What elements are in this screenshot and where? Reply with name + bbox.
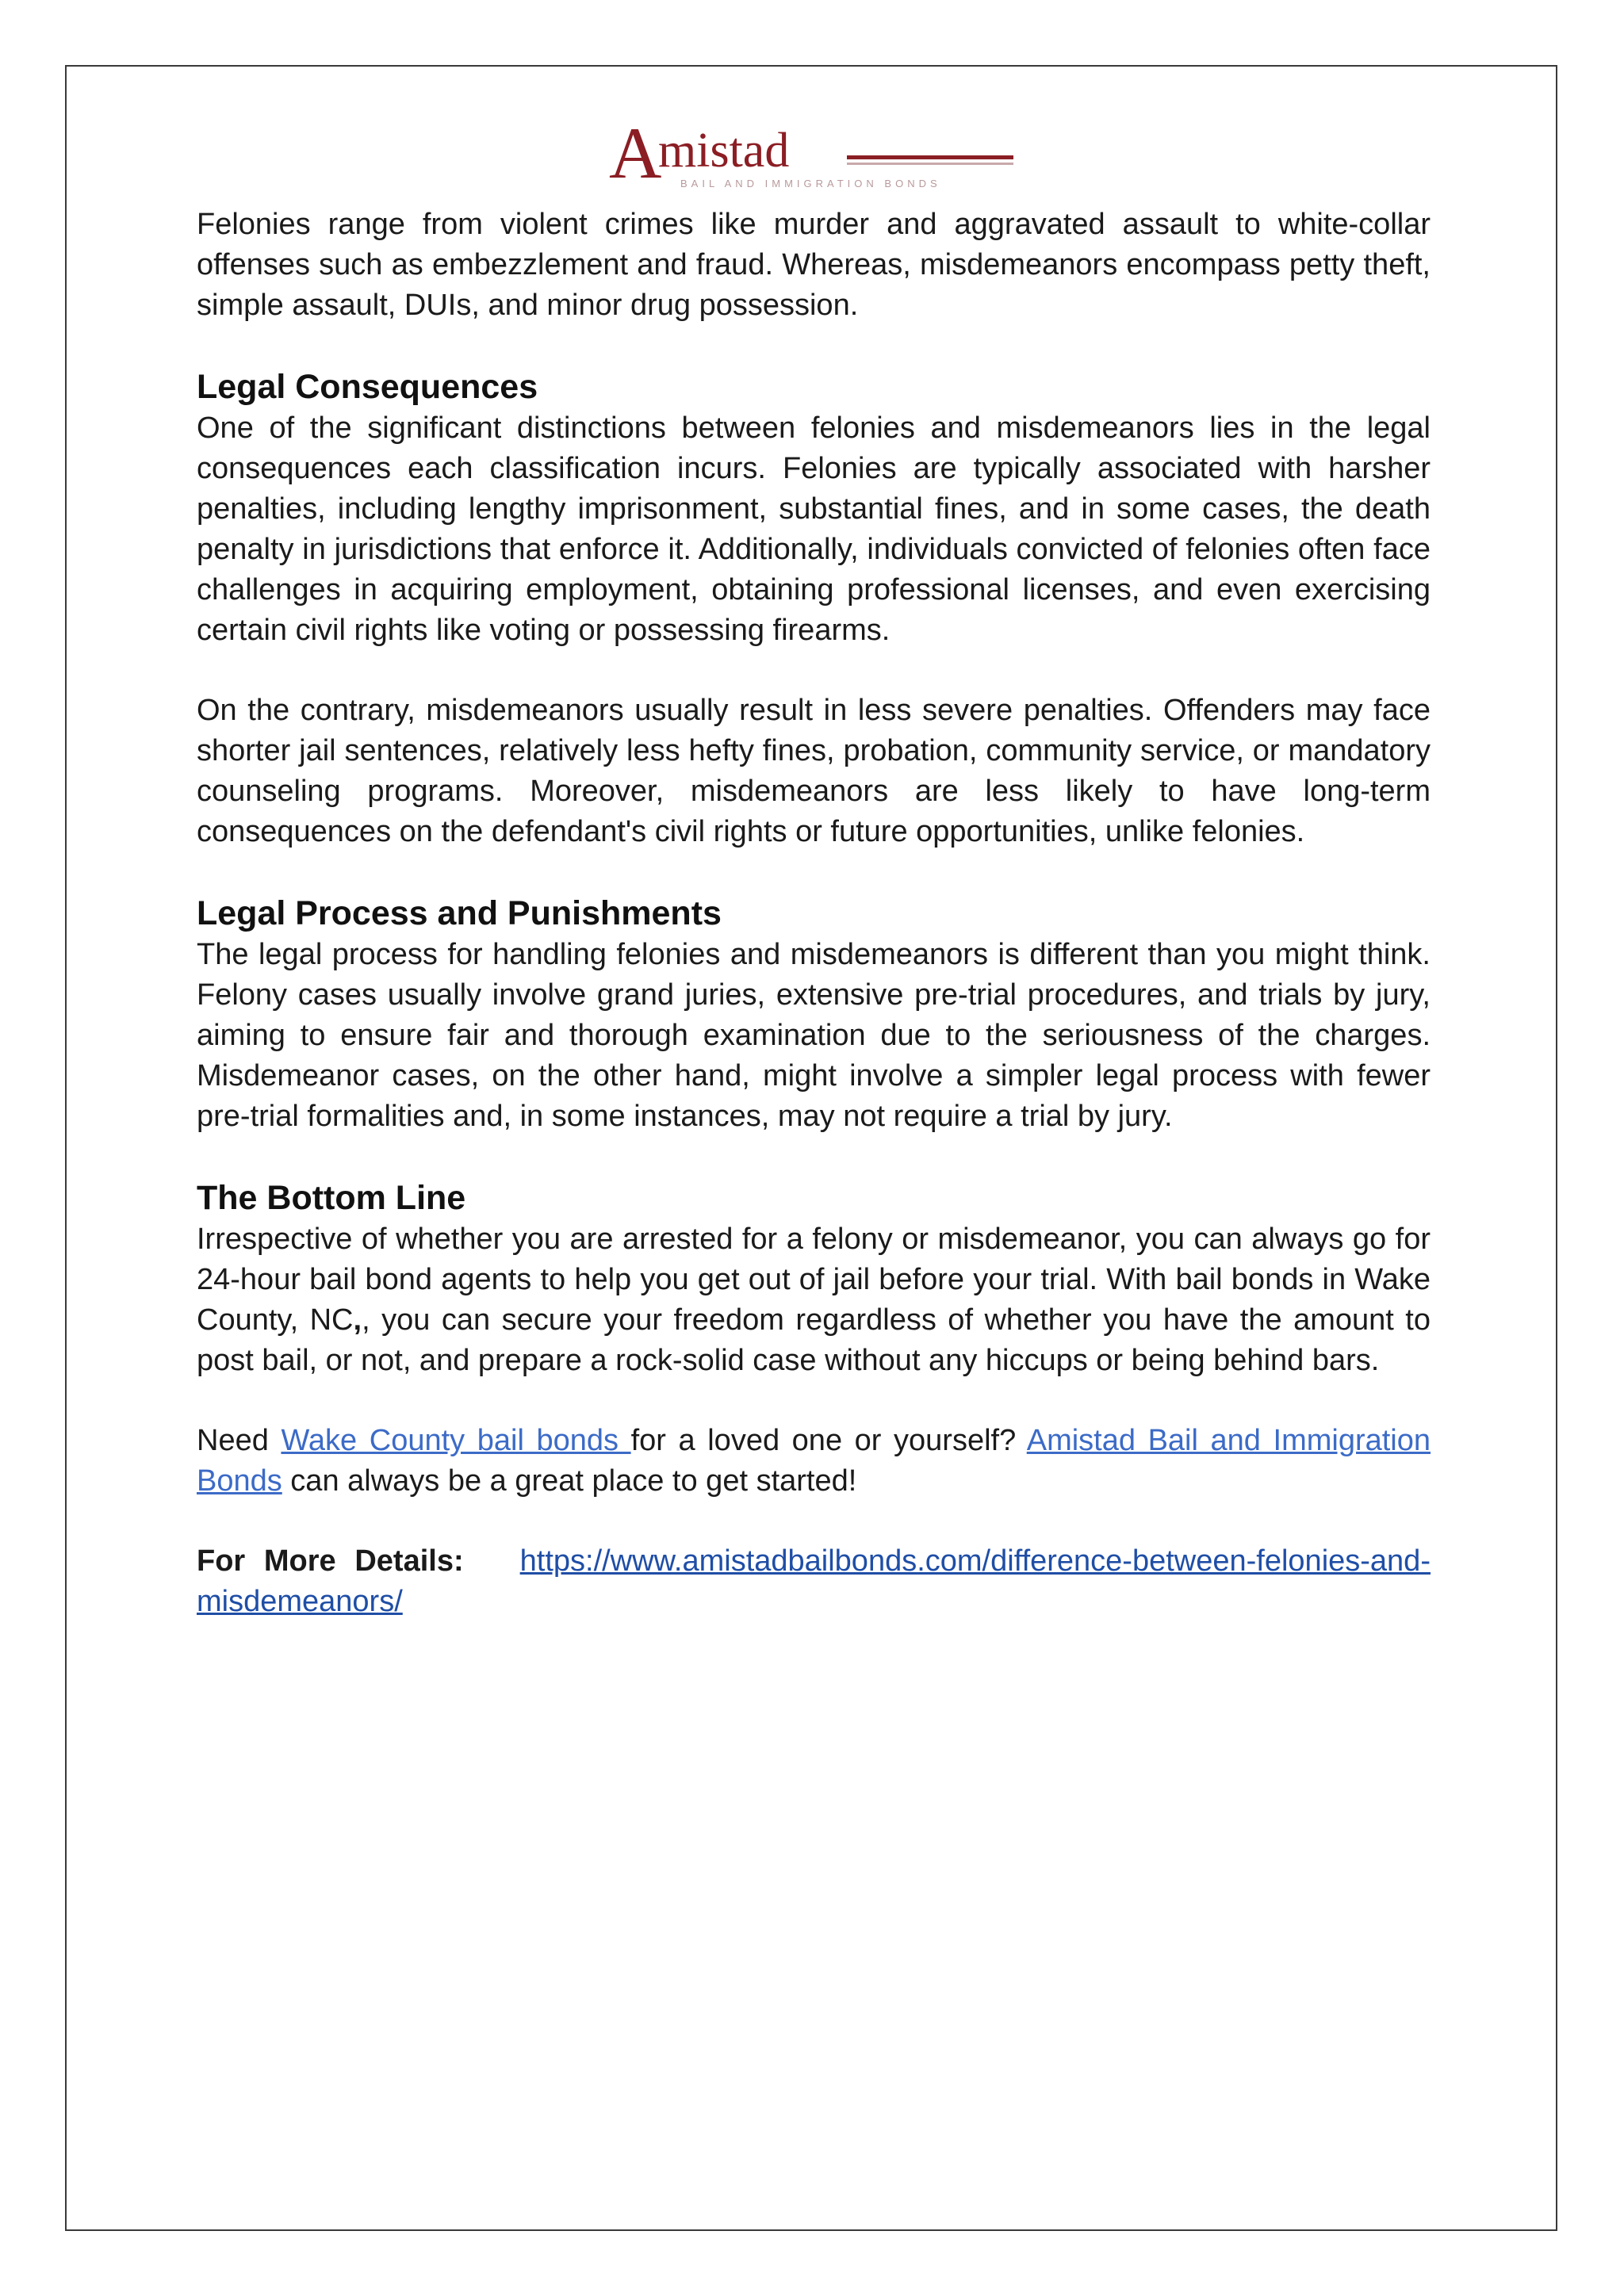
heading-bottom-line: The Bottom Line bbox=[197, 1179, 466, 1217]
legal-process-paragraph: The legal process for handling felonies and misdemeanors is different than you might think. Felony cases usually involve grand juries, extensive pre-trial procedures, and trials by jury, aiming to ensure fair and thorough examination due to the seriousness of the charges. Misdemeanor cases, on the other hand, might involve a simpler legal process with fewer pre-trial formalities and, in some instances, may not require a trial by jury. bbox=[197, 938, 1431, 1133]
document-body bbox=[197, 205, 1431, 1622]
details-url-link[interactable]: https://www.amistadbailbonds.com/difference-between-felonies-and-misdemeanors/ bbox=[197, 1544, 1431, 1618]
intro-paragraph: Felonies range from violent crimes like murder and aggravated assault to white-collar offenses such as embezzlement and fraud. Whereas, misdemeanors encompass petty theft, simple assault, DUIs, and minor drug possession. bbox=[197, 208, 1431, 322]
amistad-logo-graphic bbox=[609, 114, 1013, 193]
details-paragraph bbox=[197, 1541, 1431, 1622]
cta-middle: for a loved one or yourself? bbox=[630, 1424, 1027, 1457]
legal-consequences-paragraph-2: On the contrary, misdemeanors usually result in less severe penalties. Offenders may face shorter jail sentences, relatively less hefty fines, probation, community service, or mandatory counseling programs. Moreover, misdemeanors are less likely to have long-term consequences on the defendant's civil rights or future opportunities, unlike felonies. bbox=[197, 694, 1431, 848]
logo-rule-bottom bbox=[847, 163, 1013, 165]
legal-consequences-paragraph-1: One of the significant distinctions between felonies and misdemeanors lies in the legal consequences each classification incurs. Felonies are typically associated with harsher penalties, including lengthy imprisonment, substantial fines, and in some cases, the death penalty in jurisdictions that enforce it. Additionally, individuals convicted of felonies often face challenges in acquiring employment, obtaining professional licenses, and even exercising certain civil rights like voting or possessing firearms. bbox=[197, 411, 1431, 647]
logo-rule-top bbox=[847, 155, 1013, 159]
logo-letter-a: A bbox=[609, 114, 662, 193]
amistad-logo bbox=[609, 114, 1013, 193]
heading-legal-process: Legal Process and Punishments bbox=[197, 894, 722, 932]
details-label: For More Details: bbox=[197, 1544, 464, 1578]
cta-prefix: Need bbox=[197, 1424, 282, 1457]
bottom-line-comma: , bbox=[353, 1303, 362, 1337]
cta-paragraph bbox=[197, 1421, 1431, 1502]
bottom-line-text-2: , you can secure your freedom regardless of whether you have the amount to post bail, or not, and prepare a rock-solid case without any hiccups or being behind bars. bbox=[197, 1303, 1431, 1377]
bottom-line-paragraph bbox=[197, 1219, 1431, 1381]
cta-suffix: can always be a great place to get started! bbox=[282, 1464, 857, 1498]
bottom-line-text-1: Irrespective of whether you are arrested for a felony or misdemeanor, you can always go for 24-hour bail bond agents to help you get out of jail before your trial. With bail bonds in Wake County, NC bbox=[197, 1223, 1431, 1337]
logo-tagline: BAIL AND IMMIGRATION BONDS bbox=[680, 178, 941, 189]
heading-legal-consequences: Legal Consequences bbox=[197, 368, 538, 406]
logo-wordmark: mistad bbox=[658, 124, 790, 178]
wake-county-bail-bonds-link[interactable]: Wake County bail bonds bbox=[281, 1424, 631, 1457]
amistad-bail-immigration-bonds-link[interactable]: Amistad Bail and Immigration Bonds bbox=[197, 1424, 1431, 1498]
